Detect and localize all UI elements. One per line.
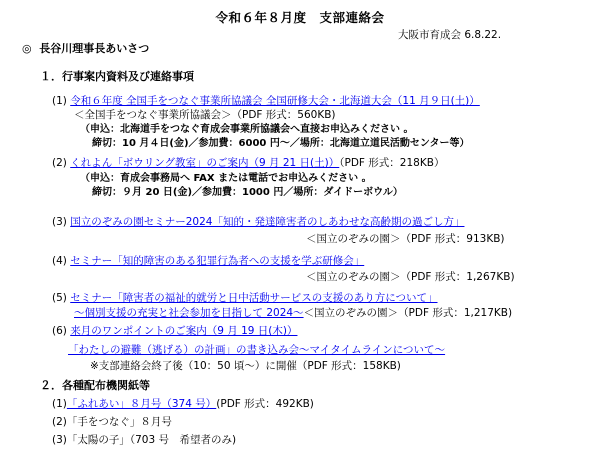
item-6-line — [52, 324, 297, 338]
item-1-line — [52, 94, 480, 108]
item-3-detail — [306, 232, 505, 246]
item-4-file-info: （PDF 形式：1,267KB) — [400, 271, 515, 283]
item-5-link[interactable]: セミナー「障害者の福祉的就労と日中活動サービスの支援のあり方について」 — [70, 292, 438, 304]
item-2-link[interactable]: くれよん「ボウリング教室」のご案内（9 月 21 日(土)） — [70, 157, 340, 169]
item-5-organizer: ＜国立のぞみの園＞ — [303, 307, 399, 319]
item-6-link-subtitle[interactable]: 「わたしの避難（逃げる）の計画」の書き込み会～マイタイムラインについて～ — [68, 344, 446, 356]
section-2-heading: ２．各種配布機関紙等 — [40, 379, 150, 392]
item-number: (1) — [52, 95, 67, 107]
item-5-line — [52, 291, 438, 305]
distribution-item-2 — [52, 415, 172, 429]
item-6-link[interactable]: 来月のワンポイントのご案内（9 月 19 日(木)） — [70, 325, 298, 337]
organization-date: 大阪市育成会 6.8.22. — [398, 29, 502, 41]
item-1-note-deadline: 締切：10 月４日(金)／参加費：6000 円～／場所：北海道立道民活動センター等） — [92, 138, 470, 149]
item-3-file-info: （PDF 形式：913KB) — [400, 233, 505, 245]
item-1-detail — [74, 108, 336, 122]
item-3-link[interactable]: 国立のぞみの園セミナー2024「知的・発達障害者のしあわせな高齢期の過ごし方」 — [70, 216, 465, 228]
section-1-heading: １．行事案内資料及び連絡事項 — [40, 70, 194, 83]
distribution-item-1-link[interactable]: 「ふれあい」８月号（374 号） — [66, 398, 217, 410]
item-number: (4) — [52, 255, 67, 267]
item-3-line — [52, 215, 464, 229]
item-5-detail — [74, 306, 512, 320]
greeting-text: 長谷川理事長あいさつ — [39, 42, 150, 55]
greeting-line — [22, 42, 149, 56]
item-1-file-info: （PDF 形式：560KB) — [231, 109, 336, 121]
item-number: (3) — [52, 434, 67, 446]
distribution-item-3-text: 「太陽の子」（703 号 希望者のみ) — [66, 434, 237, 446]
distribution-item-1-file-info: (PDF 形式：492KB) — [216, 398, 314, 410]
item-1-link[interactable]: 令和６年度 全国手をつなぐ事業所協議会 全国研修大会・北海道大会（11 月９日(土)） — [70, 95, 480, 107]
item-number: (3) — [52, 216, 67, 228]
page-title: 令和６年８月度 支部連絡会 — [215, 10, 385, 25]
item-4-line — [52, 254, 364, 268]
item-number: (2) — [52, 416, 67, 428]
distribution-item-3 — [52, 433, 236, 447]
item-number: (2) — [52, 157, 67, 169]
item-2-line — [52, 156, 444, 170]
item-2-note-apply: （申込：育成会事務局へ FAX または電話でお申込みください 。 — [80, 173, 372, 184]
distribution-item-2-text: 「手をつなぐ」８月号 — [66, 416, 172, 428]
item-5-file-info: （PDF 形式：1,217KB) — [398, 307, 513, 319]
item-2-note-deadline: 締切：９月 20 日(金)／参加費：1000 円／場所：ダイドーボウル） — [92, 187, 403, 198]
item-1-organizer: ＜全国手をつなぐ事業所協議会＞ — [74, 109, 232, 121]
double-circle-icon: ◎ — [22, 42, 32, 55]
item-5-link-subtitle[interactable]: ～個別支援の充実と社会参加を目指して 2024～ — [74, 307, 304, 319]
item-4-link[interactable]: セミナー「知的障害のある犯罪行為者への支援を学ぶ研修会」 — [70, 255, 365, 267]
item-2-file-info: （PDF 形式：218KB） — [339, 157, 445, 169]
distribution-item-1 — [52, 397, 314, 411]
item-6-note: ※支部連絡会終了後（10：50 頃～）に開催（PDF 形式：158KB) — [90, 360, 401, 372]
item-4-detail — [306, 270, 515, 284]
item-number: (6) — [52, 325, 67, 337]
item-4-organizer: ＜国立のぞみの園＞ — [306, 271, 401, 283]
item-1-note-apply: （申込：北海道手をつなぐ育成会事業所協議会へ直接お申込みください 。 — [80, 124, 414, 135]
item-3-organizer: ＜国立のぞみの園＞ — [306, 233, 401, 245]
item-number: (1) — [52, 398, 67, 410]
item-6-subtitle-line — [68, 343, 445, 357]
item-number: (5) — [52, 292, 67, 304]
